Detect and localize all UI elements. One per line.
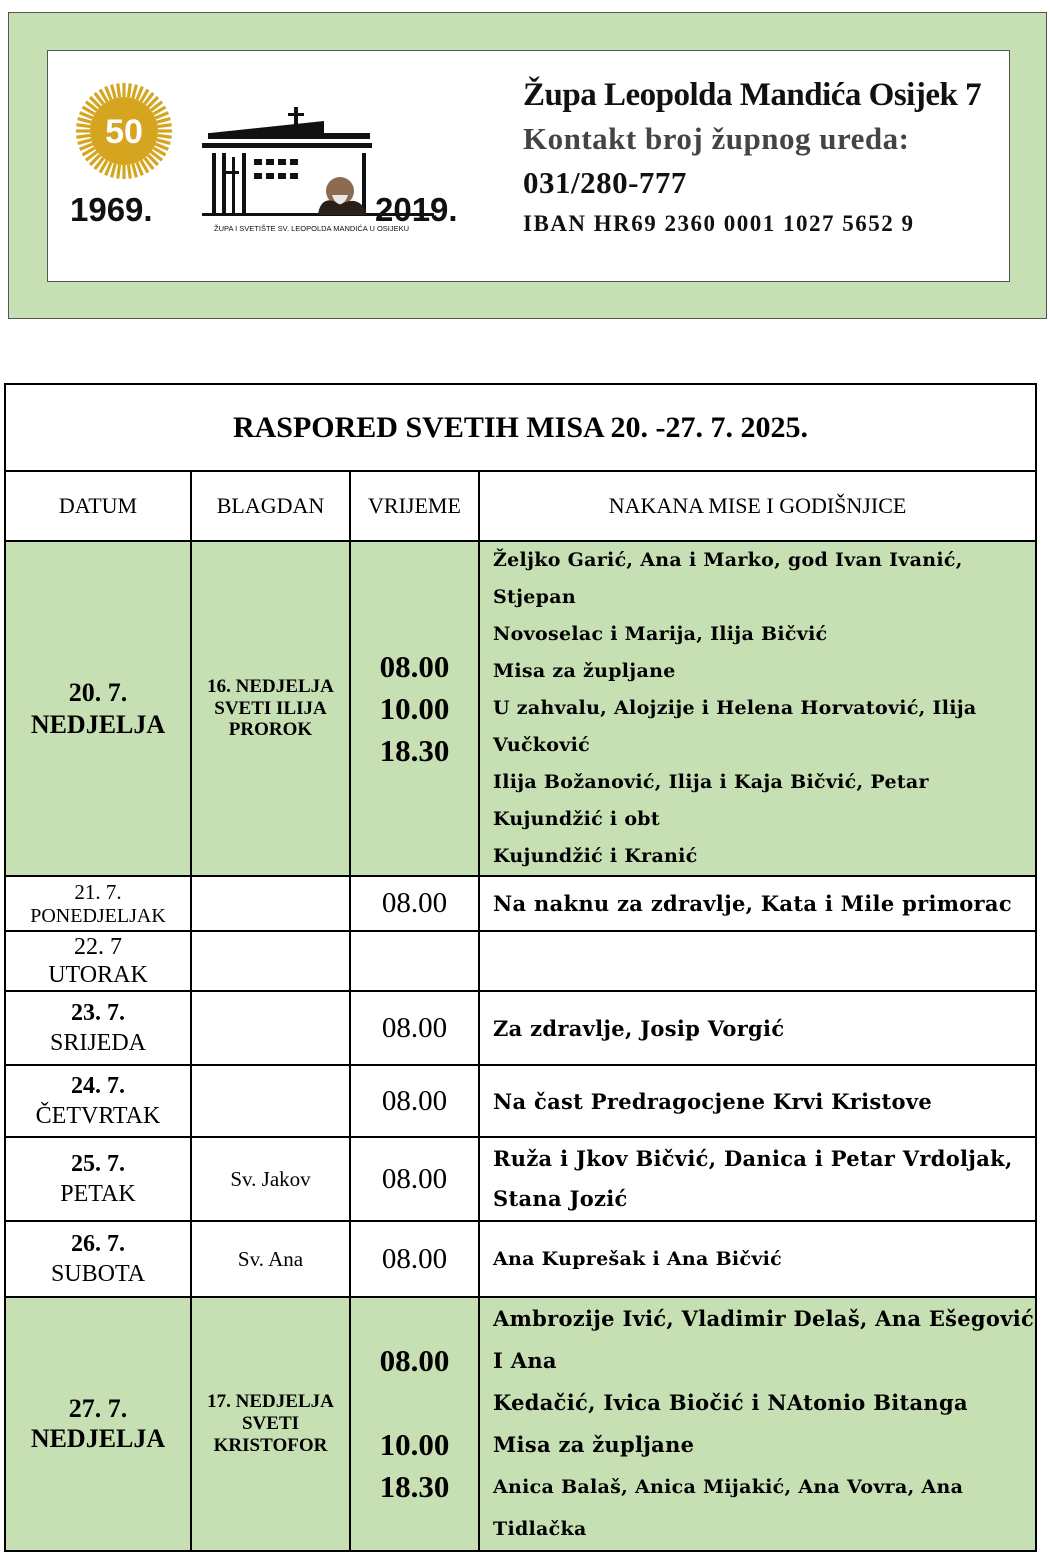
intention-line: Na naknu za zdravlje, Kata i Mile primorac (479, 876, 1036, 931)
intention-line: Ilija Božanović, Ilija i Kaja Bičvić, Petar Kujundžić i obt (493, 771, 929, 830)
mass-schedule-table (4, 383, 1037, 1552)
sun-ray (157, 140, 171, 144)
parish-info (523, 73, 1003, 243)
year-start: 1969. (70, 191, 153, 228)
header-banner (8, 12, 1047, 319)
sun-ray (76, 135, 90, 137)
badge-number: 50 (105, 113, 143, 151)
feast-line: SVETI (241, 1413, 300, 1435)
day-text: UTORAK (48, 962, 148, 988)
schedule-row-sunday-27 (5, 1297, 1036, 1551)
schedule-row-friday-25 (5, 1137, 1036, 1221)
date-text: 20. 7. (68, 678, 128, 708)
mass-time: 08.00 (350, 1221, 479, 1297)
intention-cell (479, 1297, 1036, 1551)
intention-line: U zahvalu, Alojzije i Helena Horvatović, Ilija Vučković (493, 697, 977, 756)
feast-cell (191, 991, 350, 1065)
mass-time: 08.00 (350, 876, 479, 931)
column-header-intention: NAKANA MISE I GODIŠNJICE (479, 471, 1036, 541)
date-cell (5, 1065, 191, 1137)
intention-cell (479, 541, 1036, 876)
logo-caption: ŽUPA I SVETIŠTE SV. LEOPOLDA MANDIĆA U OSIJEKU (214, 224, 410, 233)
sun-ray (112, 164, 116, 178)
date-text: 23. 7. (71, 1000, 125, 1026)
intention-line: Novoselac i Marija, Ilija Bičvić (493, 623, 828, 645)
time-cell (350, 1297, 479, 1551)
time-cell (350, 541, 479, 876)
year-end: 2019. (375, 191, 458, 228)
intention-line (479, 931, 1036, 991)
mass-time: 08.00 (350, 1065, 479, 1137)
schedule-row-saturday-26 (5, 1221, 1036, 1297)
intention-line: Ambrozije Ivić, Vladimir Delaš, Ana Ešegović I Ana (493, 1306, 1035, 1373)
sunburst-badge-icon (76, 83, 172, 179)
sun-ray (157, 119, 171, 123)
intention-line: Na čast Predragocjene Krvi Kristove (479, 1065, 1036, 1137)
sun-ray (78, 119, 92, 123)
sun-ray (118, 165, 120, 179)
saint-portrait-icon (318, 177, 366, 215)
date-cell (5, 991, 191, 1065)
mass-time: 10.00 (379, 690, 450, 726)
feast-line: 16. NEDJELJA (207, 675, 334, 697)
date-text: 27. 7. (68, 1394, 128, 1423)
intention-line: Kedačić, Ivica Biočić i NAtonio Bitanga (493, 1390, 968, 1415)
sun-ray (158, 125, 172, 127)
header-card (47, 50, 1010, 282)
intention-line: Misa za župljane (493, 660, 676, 682)
schedule-row-monday-21 (5, 876, 1036, 931)
time-spacer (351, 1382, 478, 1424)
mass-time: 08.00 (350, 1137, 479, 1221)
date-cell (5, 876, 191, 931)
contact-label: Kontakt broj župnog ureda: (523, 121, 910, 156)
schedule-title: RASPORED SVETIH MISA 20. -27. 7. 2025. (5, 384, 1036, 471)
feast-cell (191, 876, 350, 931)
sun-ray (133, 164, 137, 178)
feast-cell (191, 1297, 350, 1551)
sun-ray (128, 165, 130, 179)
parish-name: Župa Leopolda Mandića Osijek 7 (523, 77, 982, 113)
date-cell (5, 1137, 191, 1221)
sun-ray (118, 83, 120, 97)
intention-line: Misa za župljane (493, 1432, 695, 1457)
feast-line: SVETI ILIJA (214, 697, 327, 719)
intention-line: Željko Garić, Ana i Marko, god Ivan Ivanić, Stjepan (493, 549, 963, 608)
intention-line: Za zdravlje, Josip Vorgić (479, 991, 1036, 1065)
date-cell (5, 541, 191, 876)
feast-cell (191, 1065, 350, 1137)
feast-line: KRISTOFOR (213, 1434, 328, 1456)
feast-line: PROROK (228, 719, 313, 741)
day-text: ČETVRTAK (35, 1103, 161, 1129)
contact-phone: 031/280-777 (523, 165, 687, 200)
sun-ray (78, 140, 92, 144)
intention-line: Stana Jozić (493, 1186, 628, 1211)
mass-time: 08.00 (350, 991, 479, 1065)
schedule-row-wednesday-23 (5, 991, 1036, 1065)
mass-time: 10.00 (379, 1427, 450, 1462)
column-header-date: DATUM (5, 471, 191, 541)
mass-time (350, 931, 479, 991)
day-text: SRIJEDA (49, 1030, 146, 1056)
date-text: 24. 7. (71, 1073, 125, 1099)
feast-cell (191, 931, 350, 991)
date-cell (5, 1297, 191, 1551)
sun-ray (133, 85, 137, 99)
feast-cell: Sv. Ana (191, 1221, 350, 1297)
sun-ray (76, 125, 90, 127)
day-text: PONEDJELJAK (30, 904, 166, 927)
day-text: PETAK (60, 1181, 136, 1207)
feast-cell (191, 541, 350, 876)
sun-ray (128, 83, 130, 97)
day-text: SUBOTA (50, 1261, 146, 1287)
intention-line: Ruža i Jkov Bičvić, Danica i Petar Vrdoljak, (493, 1146, 1013, 1171)
sun-ray (112, 85, 116, 99)
mass-time: 08.00 (379, 1343, 450, 1378)
sun-ray (158, 135, 172, 137)
mass-time: 18.30 (379, 1469, 450, 1504)
column-header-feast: BLAGDAN (191, 471, 350, 541)
schedule-row-thursday-24 (5, 1065, 1036, 1137)
iban-number: IBAN HR69 2360 0001 1027 5652 9 (523, 211, 915, 236)
mass-time: 08.00 (379, 648, 450, 684)
day-text: NEDJELJA (30, 709, 166, 739)
mass-time: 18.30 (379, 732, 450, 768)
feast-cell: Sv. Jakov (191, 1137, 350, 1221)
intention-line: Anica Balaš, Anica Mijakić, Ana Vovra, Ana Tidlačka (493, 1476, 964, 1540)
date-text: 26. 7. (71, 1231, 125, 1257)
day-text: NEDJELJA (30, 1424, 166, 1453)
parish-jubilee-logo (62, 81, 492, 251)
date-text: 22. 7 (74, 934, 122, 960)
intention-line: Ana Kuprešak i Ana Bičvić (479, 1221, 1036, 1297)
schedule-row-tuesday-22 (5, 931, 1036, 991)
intention-line: Kujundžić i Kranić (493, 845, 698, 867)
date-text: 21. 7. (74, 879, 122, 904)
column-header-time: VRIJEME (350, 471, 479, 541)
feast-line: 17. NEDJELJA (207, 1391, 334, 1413)
intention-cell (479, 1137, 1036, 1221)
schedule-row-sunday-20 (5, 541, 1036, 876)
date-cell (5, 1221, 191, 1297)
date-text: 25. 7. (71, 1151, 125, 1177)
date-cell (5, 931, 191, 991)
